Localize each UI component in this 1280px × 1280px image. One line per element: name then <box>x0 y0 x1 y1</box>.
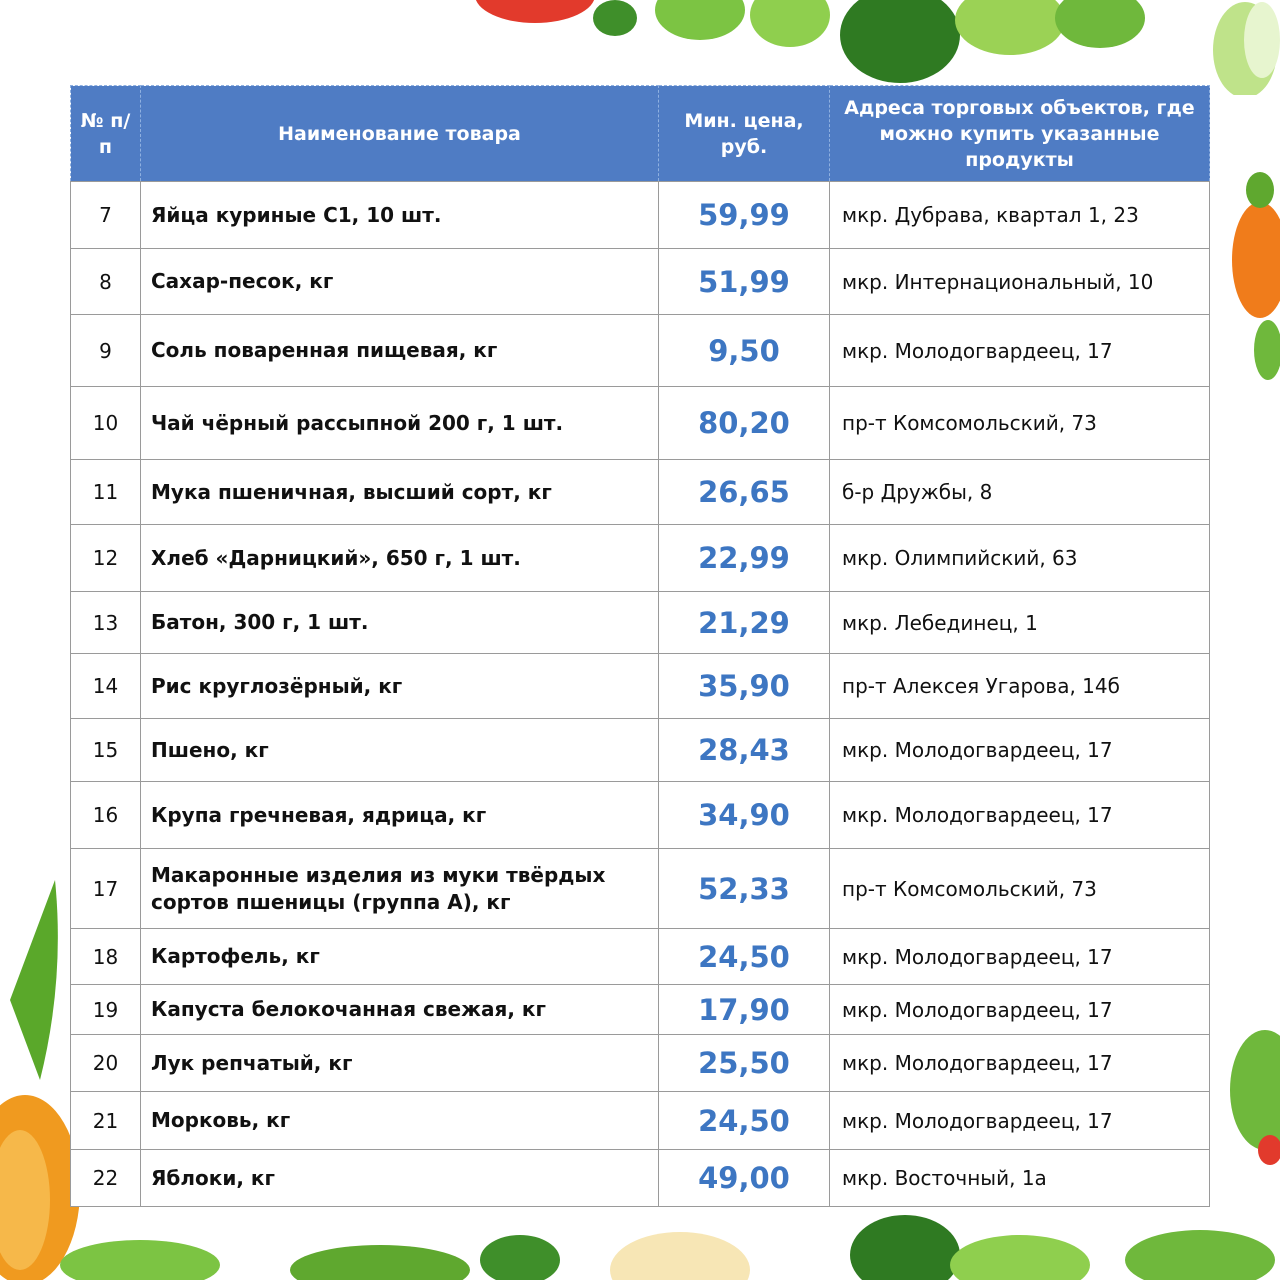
store-address: пр-т Комсомольский, 73 <box>830 849 1210 929</box>
product-name: Пшено, кг <box>141 719 659 782</box>
min-price: 35,90 <box>659 654 830 719</box>
row-number: 21 <box>71 1092 141 1150</box>
product-name: Макаронные изделия из муки твёрдых сортов пшеницы (группа А), кг <box>141 849 659 929</box>
header-row <box>71 86 1210 182</box>
row-number: 20 <box>71 1035 141 1092</box>
min-price: 25,50 <box>659 1035 830 1092</box>
store-address: мкр. Молодогвардеец, 17 <box>830 315 1210 387</box>
row-number: 12 <box>71 525 141 592</box>
row-number: 16 <box>71 782 141 849</box>
vegetables-right-decoration <box>1220 160 1280 410</box>
table-row <box>71 182 1210 249</box>
product-name: Капуста белокочанная свежая, кг <box>141 985 659 1035</box>
table-row <box>71 654 1210 719</box>
header-price: Мин. цена, руб. <box>659 86 830 182</box>
table-row <box>71 525 1210 592</box>
header-name: Наименование товара <box>141 86 659 182</box>
row-number: 17 <box>71 849 141 929</box>
min-price: 22,99 <box>659 525 830 592</box>
table-row <box>71 315 1210 387</box>
store-address: мкр. Лебединец, 1 <box>830 592 1210 654</box>
table-row <box>71 929 1210 985</box>
min-price: 24,50 <box>659 1092 830 1150</box>
product-name: Лук репчатый, кг <box>141 1035 659 1092</box>
row-number: 9 <box>71 315 141 387</box>
store-address: мкр. Молодогвардеец, 17 <box>830 985 1210 1035</box>
store-address: мкр. Молодогвардеец, 17 <box>830 782 1210 849</box>
product-name: Хлеб «Дарницкий», 650 г, 1 шт. <box>141 525 659 592</box>
header-num: № п/п <box>71 86 141 182</box>
min-price: 21,29 <box>659 592 830 654</box>
price-table <box>70 85 1210 1207</box>
product-name: Яблоки, кг <box>141 1150 659 1207</box>
table-row <box>71 849 1210 929</box>
product-name: Чай чёрный рассыпной 200 г, 1 шт. <box>141 387 659 460</box>
product-name: Картофель, кг <box>141 929 659 985</box>
table-row <box>71 387 1210 460</box>
store-address: мкр. Молодогвардеец, 17 <box>830 719 1210 782</box>
row-number: 19 <box>71 985 141 1035</box>
store-address: мкр. Восточный, 1а <box>830 1150 1210 1207</box>
product-name: Соль поваренная пищевая, кг <box>141 315 659 387</box>
min-price: 59,99 <box>659 182 830 249</box>
row-number: 11 <box>71 460 141 525</box>
product-name: Мука пшеничная, высший сорт, кг <box>141 460 659 525</box>
min-price: 9,50 <box>659 315 830 387</box>
row-number: 18 <box>71 929 141 985</box>
table-row <box>71 985 1210 1035</box>
store-address: мкр. Молодогвардеец, 17 <box>830 929 1210 985</box>
table-row <box>71 249 1210 315</box>
store-address: пр-т Алексея Угарова, 14б <box>830 654 1210 719</box>
store-address: мкр. Молодогвардеец, 17 <box>830 1035 1210 1092</box>
row-number: 22 <box>71 1150 141 1207</box>
row-number: 13 <box>71 592 141 654</box>
table-row <box>71 1092 1210 1150</box>
row-number: 7 <box>71 182 141 249</box>
product-name: Морковь, кг <box>141 1092 659 1150</box>
min-price: 49,00 <box>659 1150 830 1207</box>
table-row <box>71 460 1210 525</box>
table-row <box>71 719 1210 782</box>
store-address: мкр. Дубрава, квартал 1, 23 <box>830 182 1210 249</box>
min-price: 26,65 <box>659 460 830 525</box>
row-number: 15 <box>71 719 141 782</box>
row-number: 10 <box>71 387 141 460</box>
table-row <box>71 1035 1210 1092</box>
store-address: мкр. Олимпийский, 63 <box>830 525 1210 592</box>
min-price: 17,90 <box>659 985 830 1035</box>
table-row <box>71 1150 1210 1207</box>
min-price: 52,33 <box>659 849 830 929</box>
vegetables-top-decoration <box>0 0 1280 95</box>
header-address: Адреса торговых объектов, где можно купить указанные продукты <box>830 86 1210 182</box>
min-price: 28,43 <box>659 719 830 782</box>
product-name: Крупа гречневая, ядрица, кг <box>141 782 659 849</box>
store-address: мкр. Интернациональный, 10 <box>830 249 1210 315</box>
min-price: 51,99 <box>659 249 830 315</box>
min-price: 80,20 <box>659 387 830 460</box>
product-name: Сахар-песок, кг <box>141 249 659 315</box>
table-row <box>71 592 1210 654</box>
store-address: мкр. Молодогвардеец, 17 <box>830 1092 1210 1150</box>
store-address: б-р Дружбы, 8 <box>830 460 1210 525</box>
row-number: 14 <box>71 654 141 719</box>
min-price: 24,50 <box>659 929 830 985</box>
min-price: 34,90 <box>659 782 830 849</box>
store-address: пр-т Комсомольский, 73 <box>830 387 1210 460</box>
product-name: Яйца куриные С1, 10 шт. <box>141 182 659 249</box>
product-name: Рис круглозёрный, кг <box>141 654 659 719</box>
table-row <box>71 782 1210 849</box>
row-number: 8 <box>71 249 141 315</box>
product-name: Батон, 300 г, 1 шт. <box>141 592 659 654</box>
